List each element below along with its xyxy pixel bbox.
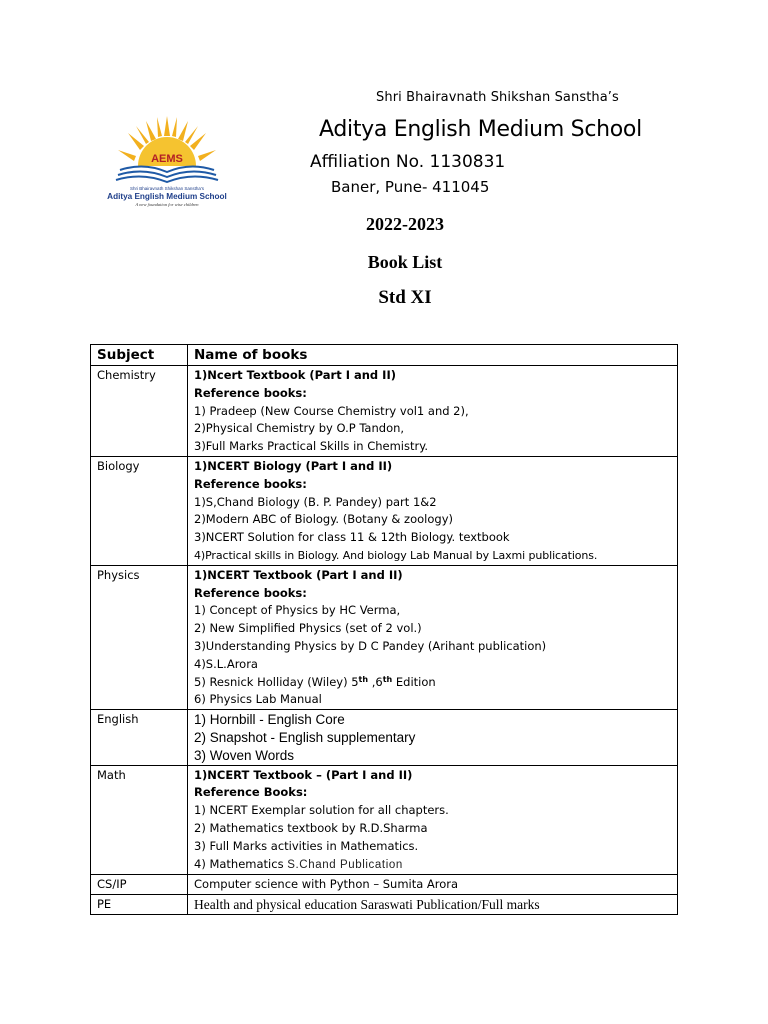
reference-label: Reference books:	[194, 476, 307, 491]
table-row	[91, 875, 678, 895]
reference-book: 2)Modern ABC of Biology. (Botany & zoology)	[194, 512, 453, 527]
pe-book: Health and physical education Saraswati Publication/Full marks	[194, 897, 540, 913]
reference-book: 1) NCERT Exemplar solution for all chapters.	[194, 803, 449, 818]
logo-monogram: AEMS	[151, 153, 183, 165]
table-header-row	[91, 345, 678, 366]
subject-column-header: Subject	[91, 345, 188, 366]
open-book-icon	[116, 166, 218, 182]
books-cell	[188, 565, 678, 709]
ordinal-suffix: th	[358, 674, 369, 684]
subject-cell: English	[91, 710, 188, 765]
reference-book: 3)Full Marks Practical Skills in Chemistry.	[194, 439, 429, 454]
academic-year: 2022-2023	[366, 214, 444, 234]
book-list-table	[90, 344, 678, 915]
schand-publication: S.Chand Publication	[287, 858, 403, 871]
table-row	[91, 366, 678, 457]
subject-cell: Math	[91, 765, 188, 875]
logo-graphic	[106, 114, 228, 210]
reference-book: 6) Physics Lab Manual	[194, 692, 322, 707]
logo-school-name: Aditya English Medium School	[107, 192, 227, 201]
books-cell	[188, 895, 678, 915]
reference-book: 3)Understanding Physics by D C Pandey (Arihant publication)	[194, 638, 547, 653]
reference-book: 2) Mathematics textbook by R.D.Sharma	[194, 820, 428, 835]
table-row	[91, 710, 678, 765]
english-book: 3) Woven Words	[194, 747, 295, 763]
school-name: Aditya English Medium School	[319, 117, 642, 142]
reference-label: Reference books:	[194, 385, 307, 400]
subject-cell: Biology	[91, 456, 188, 565]
books-cell	[188, 710, 678, 765]
reference-book: 2)Physical Chemistry by O.P Tandon,	[194, 421, 405, 436]
reference-book-resnick	[194, 674, 671, 692]
reference-book: 4)S.L.Arora	[194, 656, 258, 671]
reference-book: 2) New Simplified Physics (set of 2 vol.)	[194, 621, 422, 636]
resnick-prefix: 5) Resnick Holliday (Wiley) 5	[194, 674, 359, 689]
reference-book: 3) Full Marks activities in Mathematics.	[194, 838, 419, 853]
books-cell	[188, 765, 678, 875]
books-cell	[188, 456, 678, 565]
resnick-suffix: Edition	[392, 674, 436, 689]
school-address: Baner, Pune- 411045	[331, 178, 490, 196]
reference-book: 4)Practical skills in Biology. And biology Lab Manual by Laxmi publications.	[194, 548, 598, 562]
school-logo	[106, 114, 228, 210]
table-row	[91, 456, 678, 565]
reference-book: 1) Concept of Physics by HC Verma,	[194, 603, 401, 618]
reference-label: Reference Books:	[194, 785, 308, 800]
resnick-mid: ,6	[368, 674, 383, 689]
main-textbook: 1)NCERT Biology (Part I and II)	[194, 458, 393, 473]
reference-book: 1) Pradeep (New Course Chemistry vol1 and 2),	[194, 403, 469, 418]
cs-book: Computer science with Python – Sumita Arora	[194, 877, 459, 892]
table-row	[91, 895, 678, 915]
reference-book: 1)S,Chand Biology (B. P. Pandey) part 1&2	[194, 494, 437, 509]
table-row	[91, 765, 678, 875]
standard-label: Std XI	[378, 287, 432, 308]
logo-small-text: Shri Bhairavnath Shikshan Sanstha's	[130, 186, 204, 191]
reference-book-schand	[194, 856, 671, 875]
ordinal-suffix: th	[382, 674, 393, 684]
main-textbook: 1)Ncert Textbook (Part I and II)	[194, 368, 396, 382]
english-book: 1) Hornbill - English Core	[194, 712, 345, 728]
subject-cell: PE	[91, 895, 188, 915]
books-cell	[188, 366, 678, 457]
books-cell	[188, 875, 678, 895]
logo-tagline: A new foundation for wise children	[135, 202, 199, 207]
english-book: 2) Snapshot - English supplementary	[194, 729, 416, 745]
trust-name: Shri Bhairavnath Shikshan Sanstha’s	[376, 90, 619, 105]
document-title: Book List	[367, 252, 443, 272]
books-column-header: Name of books	[188, 345, 678, 366]
mathematics-prefix: 4) Mathematics	[194, 856, 288, 871]
subject-cell: Chemistry	[91, 366, 188, 457]
reference-book: 3)NCERT Solution for class 11 & 12th Biology. textbook	[194, 530, 510, 545]
main-textbook: 1)NCERT Textbook – (Part I and II)	[194, 767, 413, 782]
subject-cell: Physics	[91, 565, 188, 709]
subject-cell: CS/IP	[91, 875, 188, 895]
affiliation-number: Affiliation No. 1130831	[310, 152, 506, 172]
table-row	[91, 565, 678, 709]
main-textbook: 1)NCERT Textbook (Part I and II)	[194, 567, 403, 582]
reference-label: Reference books:	[194, 585, 307, 600]
